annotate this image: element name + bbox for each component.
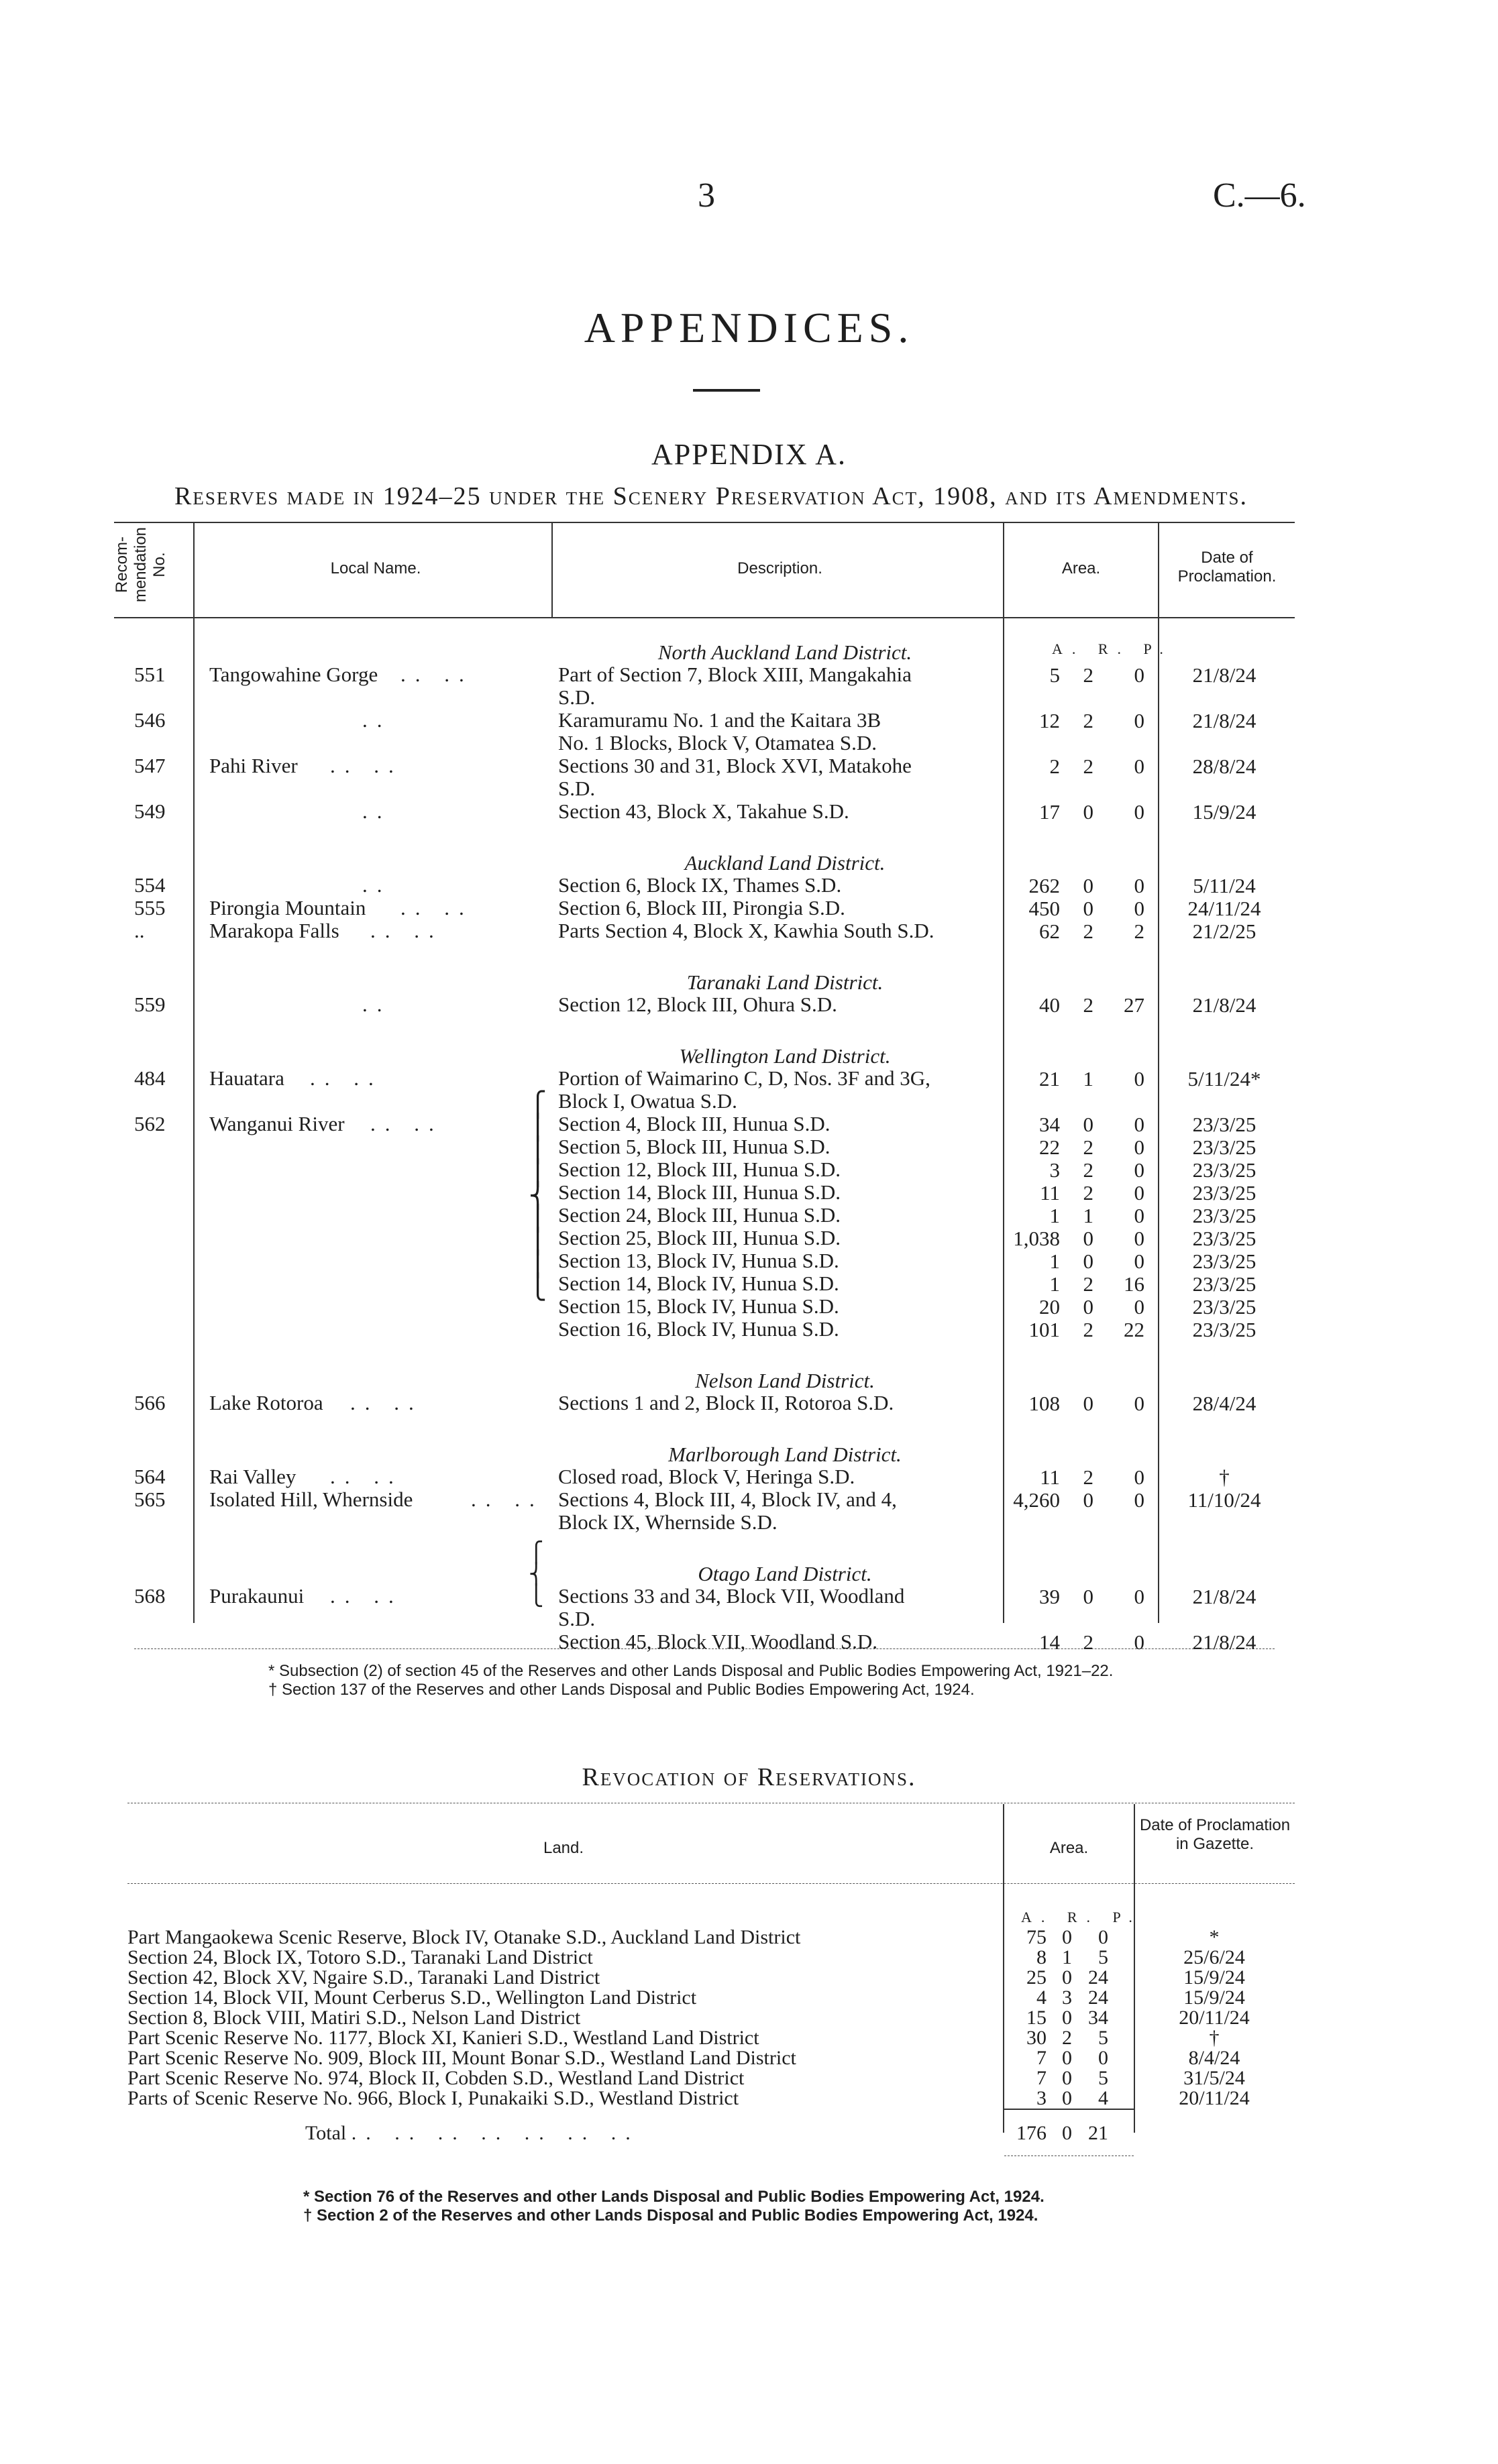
recommendation-number: 554 [134, 873, 166, 897]
area-roods: 0 [1062, 1926, 1072, 1948]
description-line: S.D. [558, 777, 596, 800]
footnote-asterisk: * Subsection (2) of section 45 of the Reserves and other Lands Disposal and Public Bodies Empowering Act, 1921–22. [268, 1662, 1114, 1680]
revoked-land: Part Mangaokewa Scenic Reserve, Block IV, Otanake S.D., Auckland Land District [127, 1926, 801, 1948]
description-line: S.D. [558, 1607, 596, 1630]
proclamation-date: 23/3/25 [1192, 1158, 1256, 1182]
area-perches: 5 [1098, 2067, 1108, 2089]
area-perches: 0 [1134, 1630, 1144, 1654]
area-perches: 0 [1134, 754, 1144, 778]
area-perches: 0 [1134, 1227, 1144, 1250]
recommendation-number: 565 [134, 1488, 166, 1511]
area-perches: 24 [1088, 1966, 1108, 1989]
description-line: Sections 33 and 34, Block VII, Woodland [558, 1584, 905, 1608]
area-acres: 34 [1039, 1113, 1060, 1136]
area-perches: 0 [1098, 1926, 1108, 1948]
area-perches: 0 [1134, 1585, 1144, 1608]
local-name: Marakopa Falls [209, 919, 339, 942]
area-acres: 39 [1039, 1585, 1060, 1608]
local-name: Isolated Hill, Whernside [209, 1488, 413, 1511]
area-roods: 0 [1083, 897, 1093, 920]
leader-dots: .. .. [370, 1112, 443, 1135]
area-roods: 3 [1062, 1986, 1072, 2009]
proclamation-date: 23/3/25 [1192, 1318, 1256, 1341]
area-acres: 15 [1026, 2007, 1047, 2029]
proclamation-date: 23/3/25 [1192, 1135, 1256, 1159]
header-area: Area. [1061, 559, 1101, 577]
leader-dots: .. [362, 993, 392, 1016]
description-line: No. 1 Blocks, Block V, Otamatea S.D. [558, 731, 877, 754]
area-roods: 0 [1083, 1295, 1093, 1319]
header-date-of-proclamation: Date of Proclamation. [1177, 549, 1277, 585]
header-date-gazette: Date of Proclamation in Gazette. [1139, 1816, 1291, 1853]
recommendation-number: 562 [134, 1112, 166, 1135]
recommendation-number: 559 [134, 993, 166, 1016]
description-line: Karamuramu No. 1 and the Kaitara 3B [558, 708, 881, 732]
gazette-date: † [1209, 2027, 1220, 2049]
brace-wanganui: ⎧ ⎪ ⎪ ⎪ ⎨ ⎪ ⎪ ⎪ ⎩ [529, 1091, 547, 1300]
proclamation-date: 21/2/25 [1192, 919, 1256, 943]
leader-dots: .. [362, 708, 392, 732]
title-rule [693, 389, 760, 392]
description-line: Sections 30 and 31, Block XVI, Matakohe [558, 754, 912, 777]
area-acres: 25 [1026, 1966, 1047, 1989]
description-line: Block IX, Whernside S.D. [558, 1510, 778, 1534]
area-roods: 2 [1083, 709, 1093, 732]
leader-dots: .. .. [330, 754, 403, 777]
total-roods: 0 [1062, 2122, 1072, 2144]
proclamation-date: † [1219, 1465, 1230, 1489]
area-perches: 27 [1124, 993, 1144, 1017]
area-perches: 16 [1124, 1272, 1144, 1296]
proclamation-date: 15/9/24 [1192, 800, 1256, 824]
revoked-land: Section 42, Block XV, Ngaire S.D., Taranaki Land District [127, 1966, 600, 1989]
revoked-land: Section 14, Block VII, Mount Cerberus S.D., Wellington Land District [127, 1986, 697, 2009]
district-heading: Auckland Land District. [684, 851, 886, 875]
area-perches: 0 [1134, 1488, 1144, 1512]
area-acres: 262 [1028, 874, 1060, 897]
proclamation-date: 21/8/24 [1192, 1630, 1256, 1654]
description-line: Section 24, Block III, Hunua S.D. [558, 1203, 841, 1227]
description-line: Sections 4, Block III, 4, Block IV, and 4, [558, 1488, 897, 1511]
area-perches: 0 [1134, 1158, 1144, 1182]
document-reference: C.—6. [1213, 176, 1306, 215]
area-acres: 5 [1049, 663, 1060, 687]
area-perches: 0 [1134, 1135, 1144, 1159]
header-land: Land. [543, 1839, 584, 1857]
area-perches: 0 [1134, 1295, 1144, 1319]
gazette-date: 20/11/24 [1179, 2087, 1250, 2109]
proclamation-date: 23/3/25 [1192, 1204, 1256, 1227]
column-rule [551, 523, 553, 618]
area-roods: 2 [1083, 1135, 1093, 1159]
proclamation-date: 23/3/25 [1192, 1295, 1256, 1319]
description-line: Section 13, Block IV, Hunua S.D. [558, 1249, 839, 1272]
area-perches: 0 [1134, 897, 1144, 920]
column-rule [1158, 523, 1159, 1623]
leader-dots: .. .. [400, 896, 474, 919]
gazette-date: * [1209, 1926, 1220, 1948]
proclamation-date: 21/8/24 [1192, 709, 1256, 732]
local-name: Pirongia Mountain [209, 896, 366, 919]
revoked-land: Section 8, Block VIII, Matiri S.D., Nelson Land District [127, 2007, 581, 2029]
area-acres: 62 [1039, 919, 1060, 943]
header-local-name: Local Name. [330, 559, 421, 577]
area-roods: 0 [1062, 2087, 1072, 2109]
area-units: A. R. P. [1021, 1909, 1142, 1925]
area-perches: 0 [1134, 1181, 1144, 1205]
area-roods: 0 [1083, 800, 1093, 824]
description-line: Section 14, Block III, Hunua S.D. [558, 1180, 841, 1204]
area-perches: 0 [1134, 1392, 1144, 1415]
total-bottom-rule [1004, 2155, 1134, 2156]
area-roods: 1 [1083, 1067, 1093, 1090]
local-name: Hauatara [209, 1066, 284, 1090]
area-perches: 4 [1098, 2087, 1108, 2109]
area-roods: 0 [1083, 1249, 1093, 1273]
description-line: Section 6, Block IX, Thames S.D. [558, 873, 842, 897]
proclamation-date: 11/10/24 [1187, 1488, 1261, 1512]
table-top-rule [114, 522, 1295, 523]
leader-dots: .. .. [370, 919, 443, 942]
description-line: Parts Section 4, Block X, Kawhia South S.D. [558, 919, 934, 942]
recommendation-number: 551 [134, 663, 166, 686]
area-perches: 0 [1134, 663, 1144, 687]
area-perches: 0 [1098, 2047, 1108, 2069]
revoked-land: Part Scenic Reserve No. 974, Block II, Cobden S.D., Westland Land District [127, 2067, 745, 2089]
description-line: Section 25, Block III, Hunua S.D. [558, 1226, 841, 1249]
area-roods: 1 [1083, 1204, 1093, 1227]
gazette-date: 15/9/24 [1183, 1966, 1245, 1989]
total-acres: 176 [1016, 2122, 1047, 2144]
local-name: Pahi River [209, 754, 298, 777]
description-line: Section 5, Block III, Hunua S.D. [558, 1135, 831, 1158]
recommendation-number: 564 [134, 1465, 166, 1488]
area-acres: 8 [1036, 1946, 1047, 1968]
header-area: Area. [1049, 1839, 1089, 1857]
recommendation-number: 555 [134, 896, 166, 919]
proclamation-date: 23/3/25 [1192, 1113, 1256, 1136]
area-acres: 2 [1049, 754, 1060, 778]
revocation-title: Revocation of Reservations. [582, 1763, 916, 1791]
leader-dots: .. .. [310, 1066, 383, 1090]
description-line: Section 14, Block IV, Hunua S.D. [558, 1272, 839, 1295]
area-perches: 0 [1134, 1113, 1144, 1136]
district-heading: Otago Land District. [698, 1562, 872, 1585]
description-line: Closed road, Block V, Heringa S.D. [558, 1465, 855, 1488]
description-line: Section 6, Block III, Pirongia S.D. [558, 896, 845, 919]
leader-dots: .. [362, 873, 392, 897]
recommendation-number: 568 [134, 1584, 166, 1608]
total-perches: 21 [1088, 2122, 1108, 2144]
area-acres: 7 [1036, 2067, 1047, 2089]
area-perches: 24 [1088, 1986, 1108, 2009]
area-roods: 0 [1062, 1966, 1072, 1989]
leader-dots: .. .. [330, 1465, 403, 1488]
area-perches: 34 [1088, 2007, 1108, 2029]
area-perches: 2 [1134, 919, 1144, 943]
area-roods: 2 [1062, 2027, 1072, 2049]
area-acres: 4,260 [1013, 1488, 1060, 1512]
revocation-footnote-asterisk: * Section 76 of the Reserves and other Lands Disposal and Public Bodies Empowering Act, 1924. [303, 2188, 1045, 2206]
description-line: Section 45, Block VII, Woodland S.D. [558, 1630, 877, 1653]
description-line: Section 43, Block X, Takahue S.D. [558, 799, 849, 823]
proclamation-date: 23/3/25 [1192, 1249, 1256, 1273]
appendix-subtitle: Reserves made in 1924–25 under the Scenery Preservation Act, 1908, and its Amendments. [174, 482, 1248, 510]
area-roods: 2 [1083, 1465, 1093, 1489]
proclamation-date: 5/11/24* [1187, 1067, 1261, 1090]
description-line: Sections 1 and 2, Block II, Rotoroa S.D. [558, 1391, 894, 1414]
area-perches: 0 [1134, 1067, 1144, 1090]
area-roods: 1 [1062, 1946, 1072, 1968]
proclamation-date: 23/3/25 [1192, 1272, 1256, 1296]
local-name: Rai Valley [209, 1465, 297, 1488]
district-heading: North Auckland Land District. [657, 640, 912, 664]
proclamation-date: 21/8/24 [1192, 1585, 1256, 1608]
area-roods: 0 [1083, 1488, 1093, 1512]
proclamation-date: 21/8/24 [1192, 663, 1256, 687]
revoked-land: Part Scenic Reserve No. 1177, Block XI, Kanieri S.D., Westland Land District [127, 2027, 759, 2049]
area-roods: 2 [1083, 1318, 1093, 1341]
area-acres: 30 [1026, 2027, 1047, 2049]
area-perches: 0 [1134, 800, 1144, 824]
district-heading: Taranaki Land District. [686, 970, 884, 994]
leader-dots: .. .. [330, 1584, 403, 1608]
area-acres: 14 [1039, 1630, 1060, 1654]
description-line: Section 12, Block III, Hunua S.D. [558, 1158, 841, 1181]
area-perches: 0 [1134, 874, 1144, 897]
district-heading: Nelson Land District. [695, 1369, 875, 1392]
revocation-footnote-dagger: † Section 2 of the Reserves and other Lands Disposal and Public Bodies Empowering Act, 1924. [303, 2206, 1038, 2225]
leader-dots: .. .. [350, 1391, 423, 1414]
header-description: Description. [737, 559, 822, 577]
area-roods: 0 [1062, 2067, 1072, 2089]
page-title: APPENDICES. [584, 304, 914, 351]
area-roods: 2 [1083, 754, 1093, 778]
header-recommendation-no: Recom-mendation No. [113, 526, 168, 603]
area-acres: 7 [1036, 2047, 1047, 2069]
proclamation-date: 23/3/25 [1192, 1181, 1256, 1205]
column-rule [193, 523, 195, 1623]
table-header-rule [114, 617, 1295, 618]
footnote-dagger: † Section 137 of the Reserves and other Lands Disposal and Public Bodies Empowering Act, 1924. [268, 1681, 975, 1699]
proclamation-date: 24/11/24 [1187, 897, 1261, 920]
proclamation-date: 23/3/25 [1192, 1227, 1256, 1250]
area-roods: 0 [1083, 1227, 1093, 1250]
proclamation-date: 5/11/24 [1193, 874, 1256, 897]
area-acres: 450 [1028, 897, 1060, 920]
area-units: A. R. P. [1052, 640, 1173, 657]
leader-dots: .. .. [400, 663, 474, 686]
description-line: Section 12, Block III, Ohura S.D. [558, 993, 837, 1016]
area-perches: 0 [1134, 709, 1144, 732]
district-heading: Marlborough Land District. [668, 1443, 902, 1466]
area-acres: 1 [1049, 1249, 1060, 1273]
description-line: Part of Section 7, Block XIII, Mangakahia [558, 663, 912, 686]
area-roods: 0 [1062, 2007, 1072, 2029]
description-line: S.D. [558, 685, 596, 709]
area-acres: 3 [1049, 1158, 1060, 1182]
area-roods: 2 [1083, 1181, 1093, 1205]
area-roods: 0 [1083, 1392, 1093, 1415]
area-acres: 11 [1040, 1181, 1060, 1205]
recommendation-number: 549 [134, 799, 166, 823]
total-rule [1004, 2109, 1134, 2110]
area-roods: 2 [1083, 1158, 1093, 1182]
appendix-title: APPENDIX A. [651, 438, 847, 471]
area-roods: 2 [1083, 1272, 1093, 1296]
area-acres: 20 [1039, 1295, 1060, 1319]
area-acres: 1,038 [1013, 1227, 1060, 1250]
gazette-date: 8/4/24 [1188, 2047, 1240, 2069]
area-acres: 1 [1049, 1204, 1060, 1227]
area-acres: 11 [1040, 1465, 1060, 1489]
area-acres: 1 [1049, 1272, 1060, 1296]
area-acres: 12 [1039, 709, 1060, 732]
area-roods: 2 [1083, 663, 1093, 687]
revoked-land: Section 24, Block IX, Totoro S.D., Taranaki Land District [127, 1946, 593, 1968]
area-roods: 0 [1083, 1113, 1093, 1136]
gazette-date: 31/5/24 [1183, 2067, 1245, 2089]
area-perches: 0 [1134, 1465, 1144, 1489]
area-roods: 0 [1083, 1585, 1093, 1608]
area-roods: 2 [1083, 919, 1093, 943]
recommendation-number: 484 [134, 1066, 166, 1090]
area-roods: 0 [1083, 874, 1093, 897]
area-acres: 75 [1026, 1926, 1047, 1948]
brace-purakaunui: ⎧ ⎨ ⎩ [529, 1542, 544, 1607]
proclamation-date: 21/8/24 [1192, 993, 1256, 1017]
description-line: Section 4, Block III, Hunua S.D. [558, 1112, 831, 1135]
proclamation-date: 28/4/24 [1192, 1392, 1256, 1415]
area-acres: 101 [1028, 1318, 1060, 1341]
description-line: Section 16, Block IV, Hunua S.D. [558, 1317, 839, 1341]
area-acres: 3 [1036, 2087, 1047, 2109]
area-acres: 17 [1039, 800, 1060, 824]
leader-dots: .. [362, 799, 392, 823]
description-line: Portion of Waimarino C, D, Nos. 3F and 3G, [558, 1066, 930, 1090]
area-acres: 108 [1028, 1392, 1060, 1415]
revocation-header-rule [127, 1883, 1295, 1884]
area-acres: 21 [1039, 1067, 1060, 1090]
recommendation-number: 546 [134, 708, 166, 732]
recommendation-number: .. [134, 919, 145, 942]
area-perches: 22 [1124, 1318, 1144, 1341]
leader-dots: .. .. [471, 1488, 544, 1511]
area-perches: 5 [1098, 1946, 1108, 1968]
local-name: Tangowahine Gorge [209, 663, 378, 686]
local-name: Lake Rotoroa [209, 1391, 323, 1414]
area-perches: 5 [1098, 2027, 1108, 2049]
local-name: Purakaunui [209, 1584, 305, 1608]
area-acres: 40 [1039, 993, 1060, 1017]
area-perches: 0 [1134, 1249, 1144, 1273]
recommendation-number: 566 [134, 1391, 166, 1414]
recommendation-number: 547 [134, 754, 166, 777]
local-name: Wanganui River [209, 1112, 345, 1135]
description-line: Section 15, Block IV, Hunua S.D. [558, 1294, 839, 1318]
area-roods: 2 [1083, 1630, 1093, 1654]
page-number: 3 [698, 176, 715, 215]
area-acres: 22 [1039, 1135, 1060, 1159]
gazette-date: 20/11/24 [1179, 2007, 1250, 2029]
gazette-date: 15/9/24 [1183, 1986, 1245, 2009]
proclamation-date: 28/8/24 [1192, 754, 1256, 778]
district-heading: Wellington Land District. [679, 1044, 891, 1068]
gazette-date: 25/6/24 [1183, 1946, 1245, 1968]
revoked-land: Part Scenic Reserve No. 909, Block III, Mount Bonar S.D., Westland Land District [127, 2047, 796, 2069]
description-line: Block I, Owatua S.D. [558, 1089, 737, 1113]
total-label: Total .. .. .. .. .. .. .. [305, 2122, 640, 2144]
area-perches: 0 [1134, 1204, 1144, 1227]
area-roods: 0 [1062, 2047, 1072, 2069]
revoked-land: Parts of Scenic Reserve No. 966, Block I, Punakaiki S.D., Westland District [127, 2087, 739, 2109]
area-acres: 4 [1036, 1986, 1047, 2009]
area-roods: 2 [1083, 993, 1093, 1017]
